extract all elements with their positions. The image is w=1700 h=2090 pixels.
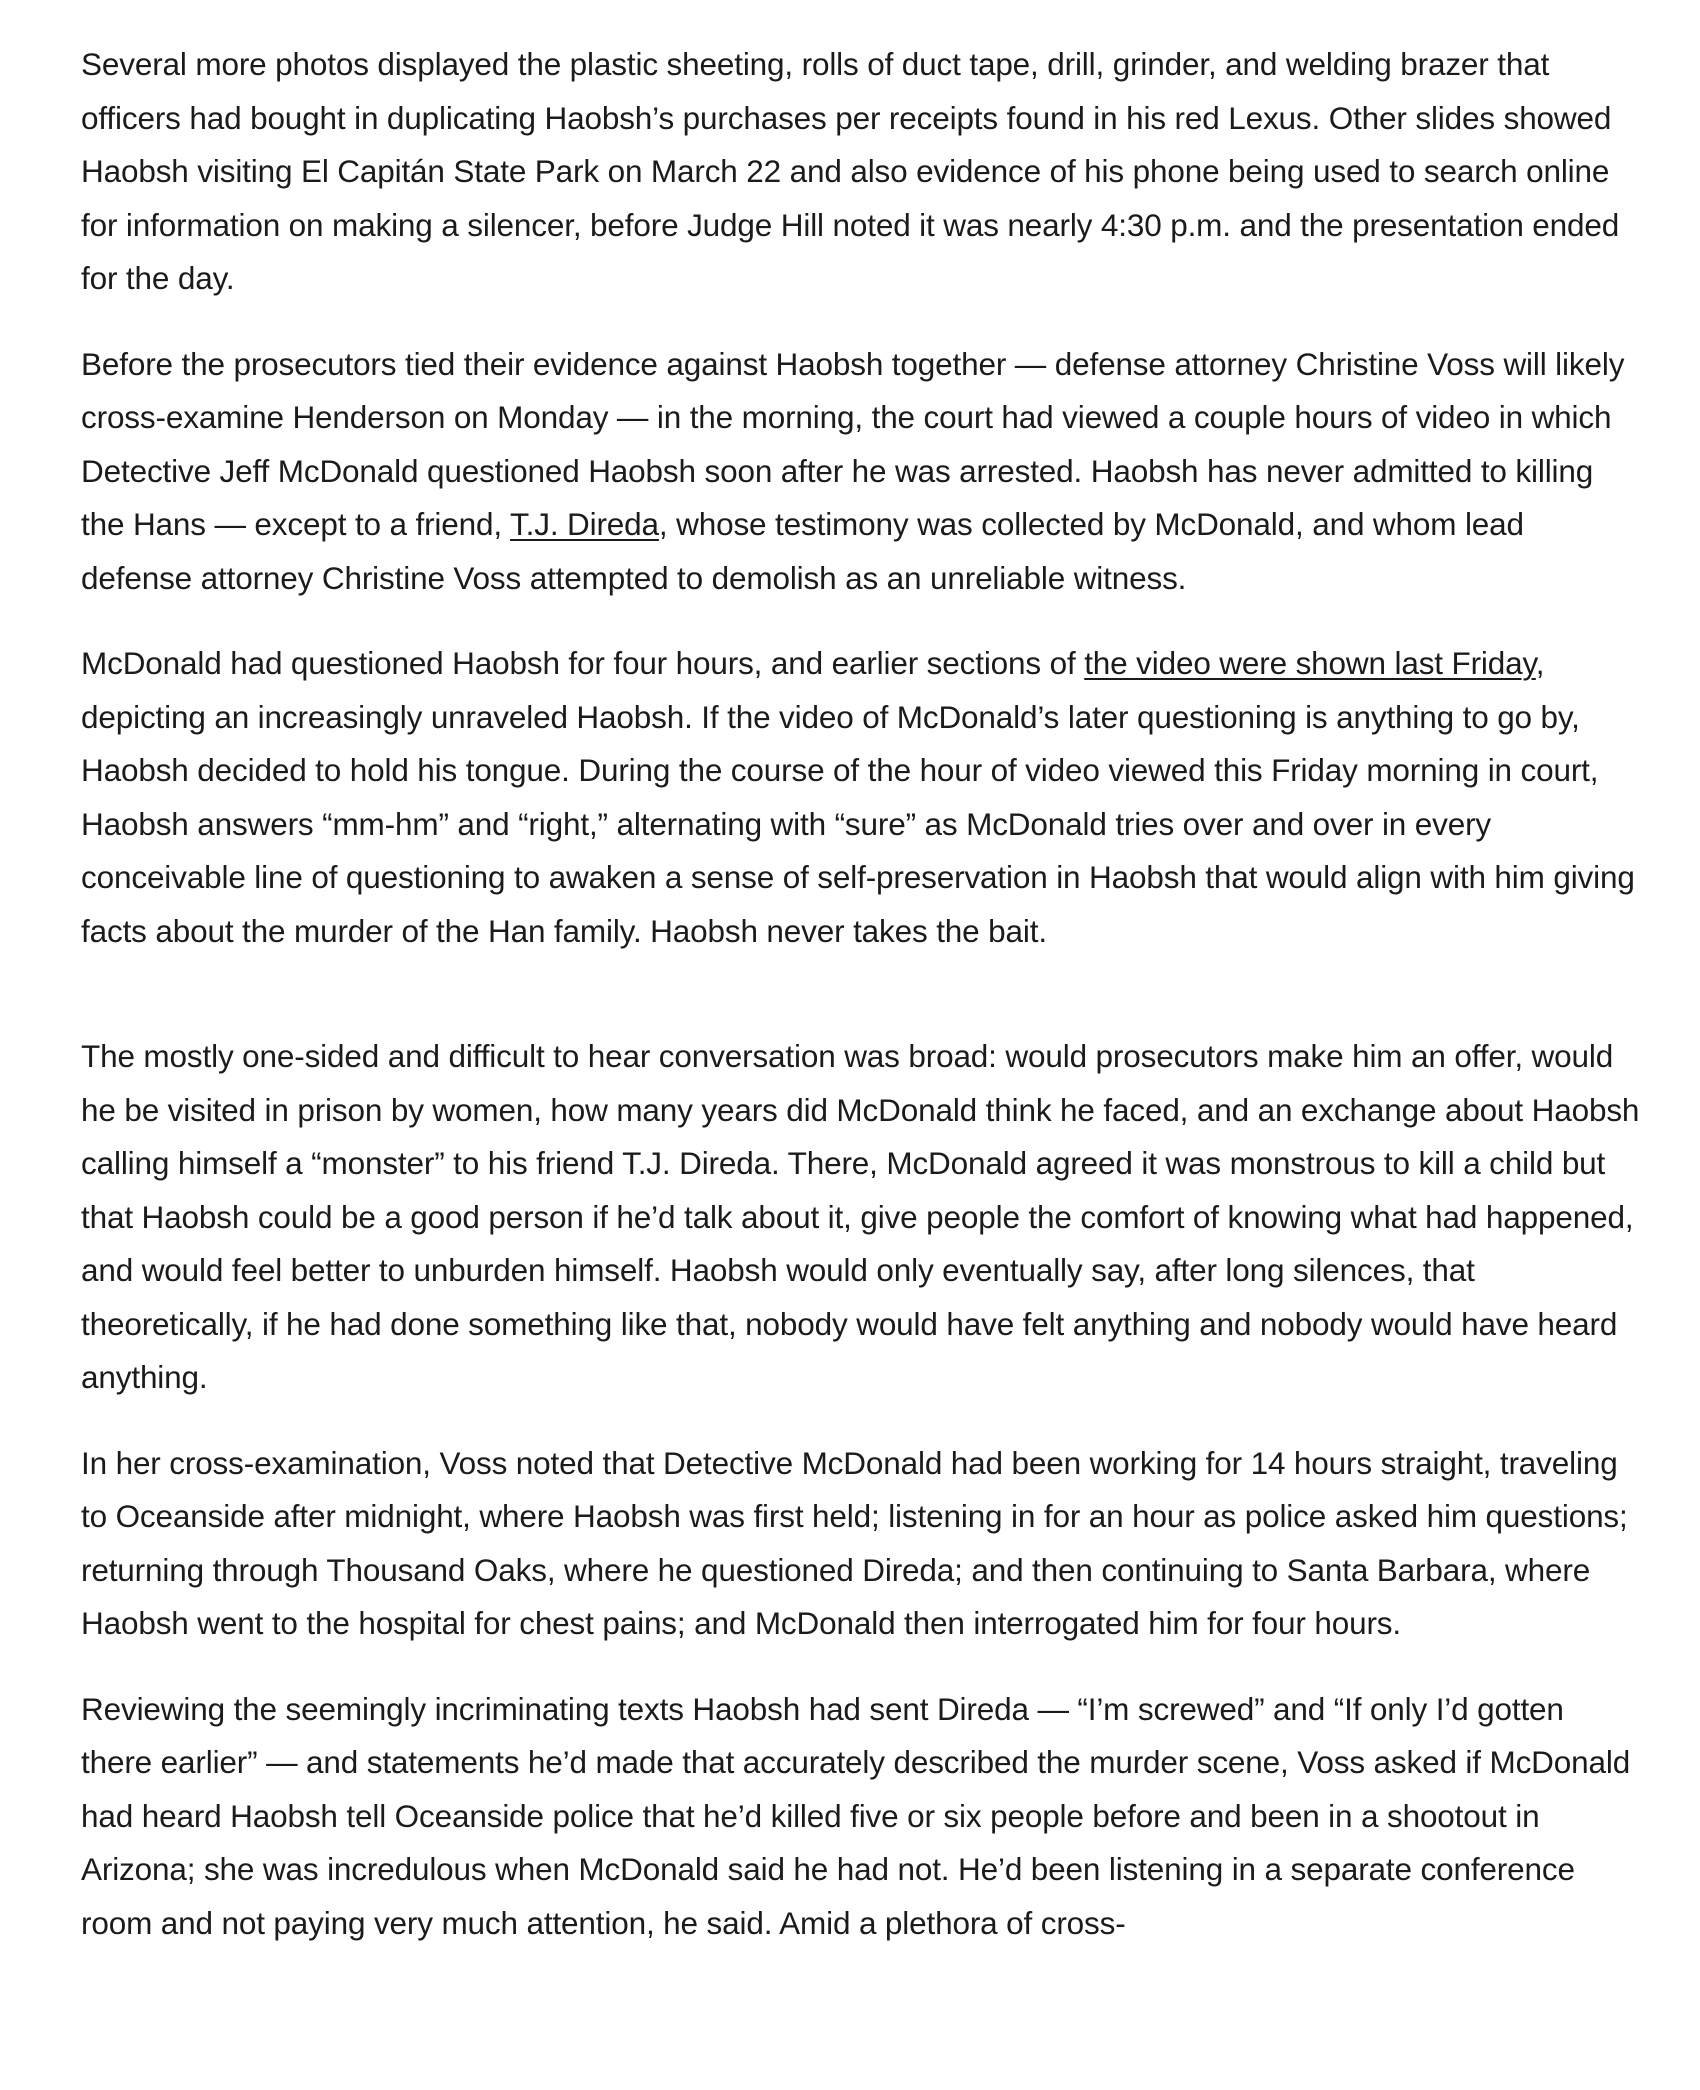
paragraph-text: Before the prosecutors tied their evidence against Haobsh together — defense attorney Christine Voss will likely cross-examine Henderson on Monday — in the morning, the court had viewed a couple hours of video in which Detective Jeff McDonald questioned Haobsh soon after he was arrested. Haobsh has never admitted to killing the Hans — except to a friend, (81, 345, 1625, 542)
paragraph-text: The mostly one-sided and difficult to hear conversation was broad: would prosecutors make him an offer, would he be visited in prison by women, how many years did McDonald think he faced, and an exchange about Haobsh calling himself a “monster” to his friend T.J. Direda. There, McDonald agreed it was monstrous to kill a child but that Haobsh could be a good person if he’d talk about it, give people the comfort of knowing what had happened, and would feel better to unburden himself. Haobsh would only eventually say, after long silences, that theoretically, if he had done something like that, nobody would have felt anything and nobody would have heard anything. (81, 1038, 1640, 1395)
paragraph-four-hours-questioning (81, 637, 1641, 958)
paragraph-evidence-photos (81, 38, 1641, 306)
paragraph-cross-examination (81, 1437, 1641, 1651)
paragraph-text: McDonald had questioned Haobsh for four hours, and earlier sections of (81, 645, 1085, 681)
paragraph-incriminating-texts (81, 1683, 1641, 1951)
paragraph-text: Reviewing the seemingly incriminating texts Haobsh had sent Direda — “I’m screwed” and “If only I’d gotten there earlier” — and statements he’d made that accurately described the murder scene, Voss asked if McDonald had heard Haobsh tell Oceanside police that he’d killed five or six people before and been in a shootout in Arizona; she was incredulous when McDonald said he had not. He’d been listening in a separate conference room and not paying very much attention, he said. Amid a plethora of cross- (81, 1690, 1631, 1941)
paragraph-text: , whose testimony was collected by McDonald, and whom lead defense attorney Christine Voss attempted to demolish as an unreliable witness. (81, 506, 1524, 596)
paragraph-text: , depicting an increasingly unraveled Haobsh. If the video of McDonald’s later questioning is anything to go by, Haobsh decided to hold his tongue. During the course of the hour of video viewed this Friday morning in court, Haobsh answers “mm-hm” and “right,” alternating with “sure” as McDonald tries over and over in every conceivable line of questioning to awaken a sense of self-preservation in Haobsh that would align with him giving facts about the murder of the Han family. Haobsh never takes the bait. (81, 645, 1635, 949)
paragraph-text: In her cross-examination, Voss noted that Detective McDonald had been working for 14 hours straight, traveling to Oceanside after midnight, where Haobsh was first held; listening in for an hour as police asked him questions; returning through Thousand Oaks, where he questioned Direda; and then continuing to Santa Barbara, where Haobsh went to the hospital for chest pains; and McDonald then interrogated him for four hours. (81, 1444, 1628, 1641)
article-body (81, 38, 1641, 1982)
video-shown-last-friday-link[interactable]: the video were shown last Friday (1084, 645, 1536, 681)
paragraph-conversation (81, 1030, 1641, 1405)
paragraph-text: Several more photos displayed the plastic sheeting, rolls of duct tape, drill, grinder, and welding brazer that officers had bought in duplicating Haobsh’s purchases per receipts found in his red Lexus. Other slides showed Haobsh visiting El Capitán State Park on March 22 and also evidence of his phone being used to search online for information on making a silencer, before Judge Hill noted it was nearly 4:30 p.m. and the presentation ended for the day. (81, 46, 1620, 296)
tj-direda-link[interactable]: T.J. Direda (510, 506, 659, 542)
paragraph-video-interrogation (81, 338, 1641, 606)
